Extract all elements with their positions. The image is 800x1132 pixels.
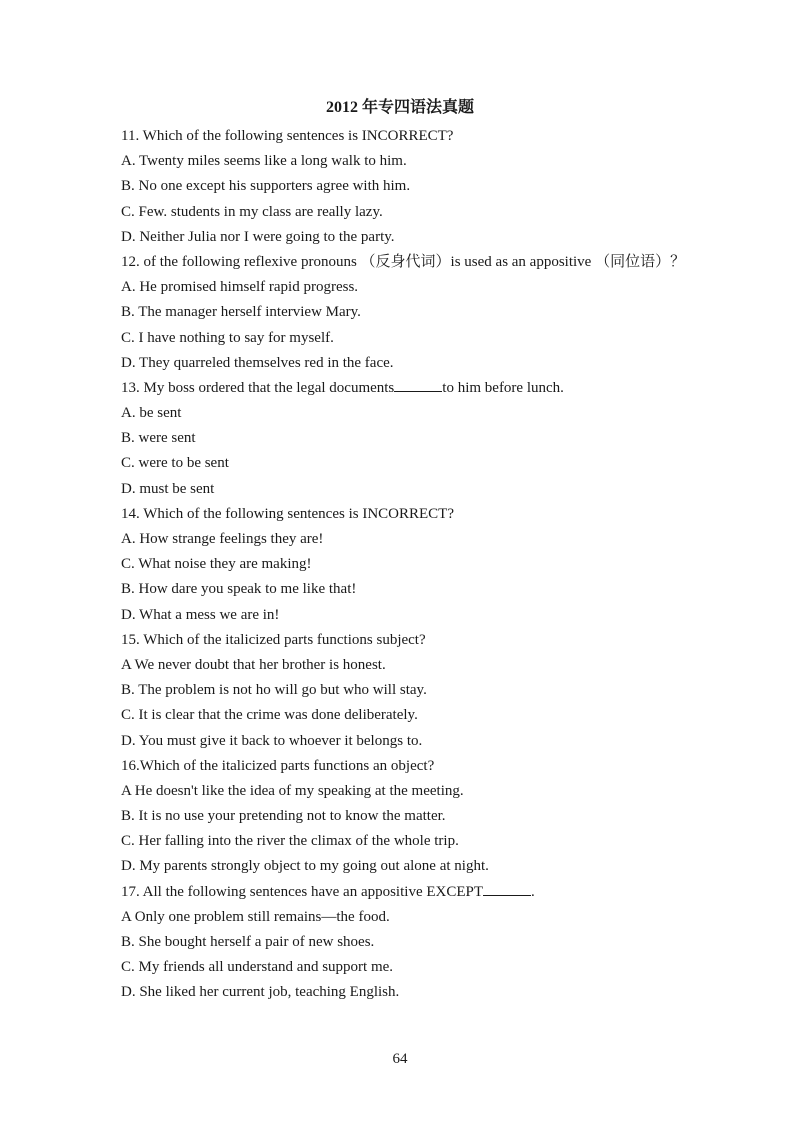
option-13-b: B. were sent	[121, 430, 196, 447]
question-13-tail: to him before lunch.	[442, 379, 564, 396]
option-16-d: D. My parents strongly object to my going out alone at night.	[121, 858, 489, 875]
option-11-a: A. Twenty miles seems like a long walk to him.	[121, 153, 407, 170]
option-15-c: C. It is clear that the crime was done deliberately.	[121, 707, 418, 724]
option-16-c: C. Her falling into the river the climax of the whole trip.	[121, 833, 459, 850]
question-14-stem: 14. Which of the following sentences is INCORRECT?	[121, 505, 455, 522]
option-17-a: A Only one problem still remains—the food.	[121, 908, 390, 925]
option-12-b: B. The manager herself interview Mary.	[121, 304, 361, 321]
option-17-d: D. She liked her current job, teaching English.	[121, 984, 400, 1001]
option-13-c: C. were to be sent	[121, 455, 229, 472]
option-11-b: B. No one except his supporters agree with him.	[121, 178, 411, 195]
question-13-text: 13. My boss ordered that the legal documents	[121, 379, 395, 396]
option-17-b: B. She bought herself a pair of new shoes.	[121, 934, 375, 951]
option-14-c: C. What noise they are making!	[121, 556, 312, 573]
option-17-c: C. My friends all understand and support me.	[121, 959, 394, 976]
question-13-stem	[121, 376, 686, 401]
question-17-text: 17. All the following sentences have an appositive EXCEPT	[121, 883, 484, 900]
question-12-stem: 12. of the following reflexive pronouns （反身代词）is used as an appositive （同位语）？	[121, 253, 686, 270]
option-11-d: D. Neither Julia nor I were going to the party.	[121, 228, 395, 245]
question-11-stem: 11. Which of the following sentences is INCORRECT?	[121, 128, 454, 144]
option-16-b: B. It is no use your pretending not to know the matter.	[121, 808, 446, 825]
page-number: 64	[392, 1051, 408, 1067]
option-15-d: D. You must give it back to whoever it belongs to.	[121, 732, 423, 749]
option-15-b: B. The problem is not ho will go but who will stay.	[121, 682, 427, 699]
answer-blank	[483, 881, 531, 896]
question-17-tail: .	[531, 883, 535, 900]
option-12-c: C. I have nothing to say for myself.	[121, 329, 334, 346]
option-12-a: A. He promised himself rapid progress.	[121, 279, 359, 296]
option-16-a: A He doesn't like the idea of my speaking at the meeting.	[121, 782, 464, 799]
question-16-stem: 16.Which of the italicized parts functions an object?	[121, 757, 435, 774]
option-13-d: D. must be sent	[121, 480, 215, 497]
option-13-a: A. be sent	[121, 405, 182, 422]
question-17-stem	[121, 880, 686, 905]
answer-blank	[394, 377, 442, 392]
question-list	[121, 124, 686, 1006]
option-14-b: B. How dare you speak to me like that!	[121, 581, 357, 598]
option-14-a: A. How strange feelings they are!	[121, 531, 324, 548]
option-15-a: A We never doubt that her brother is honest.	[121, 656, 386, 673]
question-15-stem: 15. Which of the italicized parts functions subject?	[121, 631, 426, 648]
option-14-d: D. What a mess we are in!	[121, 606, 280, 623]
page-title: 2012 年专四语法真题	[325, 99, 474, 116]
option-12-d: D. They quarreled themselves red in the face.	[121, 354, 394, 371]
option-11-c: C. Few. students in my class are really lazy.	[121, 203, 383, 220]
